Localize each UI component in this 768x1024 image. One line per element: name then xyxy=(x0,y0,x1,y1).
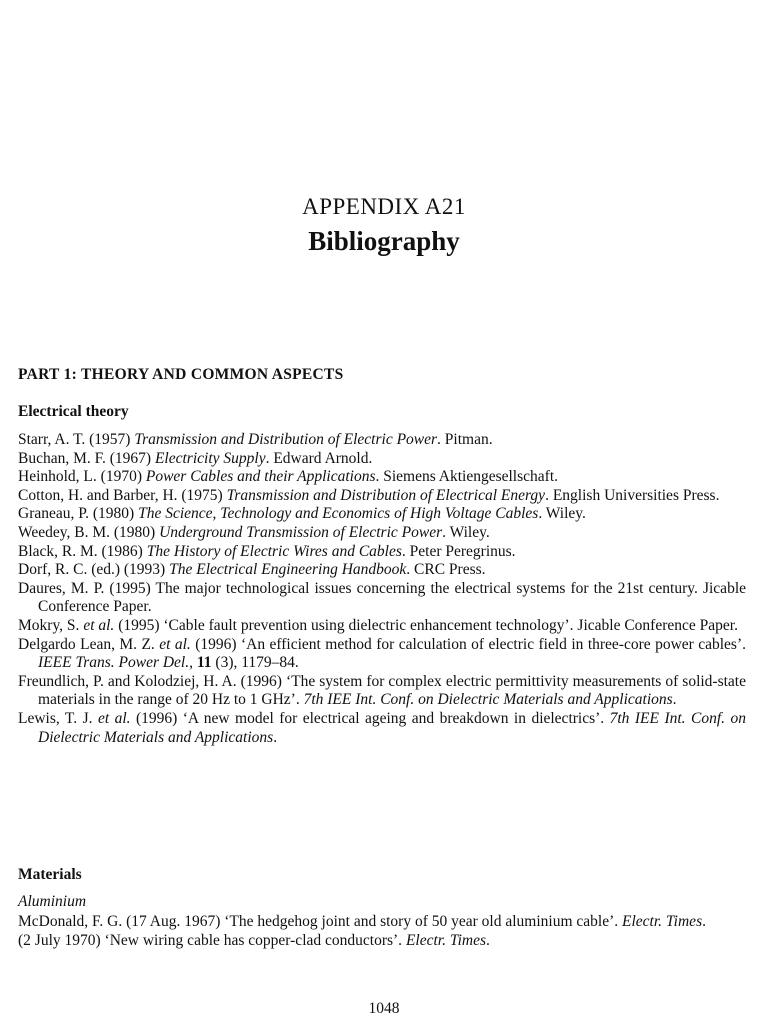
reference-text: . Pitman. xyxy=(437,431,493,448)
reference-text: Dorf, R. C. (ed.) (1993) xyxy=(18,561,170,579)
reference-entry xyxy=(18,505,746,524)
reference-entry xyxy=(18,673,746,710)
reference-text: Graneau, P. (1980) xyxy=(18,505,139,523)
reference-entry xyxy=(18,468,746,487)
reference-text: Mokry, S. xyxy=(18,616,84,634)
reference-text: et al. xyxy=(83,616,115,634)
reference-text: (1996) ‘A new model for electrical ageing and breakdown in dielectrics’. xyxy=(130,709,610,727)
reference-text: . xyxy=(672,691,677,709)
reference-entry xyxy=(18,431,746,450)
reference-text: et al. xyxy=(97,709,131,727)
reference-text: . Siemens Aktiengesellschaft. xyxy=(375,468,559,486)
reference-text: 7th IEE Int. Conf. on Dielectric Materials and Applications xyxy=(303,691,673,709)
reference-text: Transmission and Distribution of Electrical Energy xyxy=(226,486,546,504)
reference-entry xyxy=(18,636,746,673)
reference-text: Buchan, M. F. (1967) xyxy=(18,449,155,467)
reference-text: et al. xyxy=(159,635,191,653)
reference-text: . English Universities Press. xyxy=(545,486,720,504)
reference-text: Daures, M. P. (1995) The major technological issues concerning the electrical systems for the 21st century. Jicable Conference Paper. xyxy=(18,579,746,616)
section-heading-materials: Materials xyxy=(18,866,82,883)
reference-entry xyxy=(18,543,746,562)
reference-text: Transmission and Distribution of Electric Power xyxy=(134,431,438,448)
reference-text: Lewis, T. J. xyxy=(18,709,98,727)
reference-text: Electricity Supply xyxy=(154,449,266,467)
reference-text: . xyxy=(486,931,490,949)
reference-text: Cotton, H. and Barber, H. (1975) xyxy=(18,486,227,504)
reference-entry xyxy=(18,487,746,506)
reference-text: Electr. Times xyxy=(405,931,487,949)
reference-text: . Wiley. xyxy=(538,505,586,523)
reference-text: Underground Transmission of Electric Power xyxy=(159,523,443,541)
reference-text: McDonald, F. G. (17 Aug. 1967) ‘The hedgehog joint and story of 50 year old aluminium cable’. xyxy=(18,913,623,930)
reference-text: Weedey, B. M. (1980) xyxy=(18,523,160,541)
reference-text: , xyxy=(189,654,197,672)
reference-text: IEEE Trans. Power Del. xyxy=(38,654,190,672)
page-number: 1048 xyxy=(368,1000,400,1017)
reference-text: Black, R. M. (1986) xyxy=(18,542,147,560)
appendix-label: APPENDIX A21 xyxy=(302,194,466,219)
reference-text: The Science, Technology and Economics of High Voltage Cables xyxy=(138,505,539,523)
reference-text: The Electrical Engineering Handbook xyxy=(169,561,407,579)
reference-text: . xyxy=(273,728,278,746)
reference-text: Power Cables and their Applications xyxy=(145,468,376,486)
reference-text: Heinhold, L. (1970) xyxy=(18,468,146,486)
reference-entry xyxy=(18,617,746,636)
reference-text: (1996) ‘An efficient method for calculation of electric field in three-core power cables’. xyxy=(190,635,746,653)
reference-entry xyxy=(18,710,746,747)
reference-text: . Wiley. xyxy=(442,523,490,541)
reference-entry xyxy=(18,913,746,932)
reference-text: Electr. Times xyxy=(622,913,703,930)
reference-text: . CRC Press. xyxy=(406,561,486,579)
reference-text: 11 xyxy=(196,654,212,672)
reference-entry xyxy=(18,932,746,951)
reference-text: (3), 1179–84. xyxy=(211,654,299,672)
reference-text: (1995) ‘Cable fault prevention using dielectric enhancement technology’. Jicable Conference Paper. xyxy=(114,616,738,634)
reference-text: The History of Electric Wires and Cables xyxy=(146,542,402,560)
reference-text: 7th IEE Int. Conf. on Dielectric Materials and Applications xyxy=(38,709,746,746)
reference-text: . Peter Peregrinus. xyxy=(401,542,516,560)
part-heading: PART 1: THEORY AND COMMON ASPECTS xyxy=(18,366,344,383)
subsection-heading-aluminium: Aluminium xyxy=(18,893,87,910)
reference-text: . Edward Arnold. xyxy=(265,449,373,467)
reference-text: . xyxy=(702,913,706,930)
reference-list-materials xyxy=(18,913,746,950)
reference-text: Freundlich, P. and Kolodziej, H. A. (1996) ‘The system for complex electric permittivity measurements of solid-state materials in the range of 20 Hz to 1 GHz’. xyxy=(18,672,746,709)
page-title: Bibliography xyxy=(308,226,460,256)
reference-text: Starr, A. T. (1957) xyxy=(18,431,135,448)
reference-text: Delgardo Lean, M. Z. xyxy=(18,635,160,653)
reference-entry xyxy=(18,450,746,469)
reference-entry xyxy=(18,561,746,580)
section-heading-electrical-theory: Electrical theory xyxy=(18,403,129,420)
reference-list-electrical-theory xyxy=(18,431,746,747)
reference-entry xyxy=(18,524,746,543)
reference-text: (2 July 1970) ‘New wiring cable has copper-clad conductors’. xyxy=(18,931,406,949)
reference-entry xyxy=(18,580,746,617)
